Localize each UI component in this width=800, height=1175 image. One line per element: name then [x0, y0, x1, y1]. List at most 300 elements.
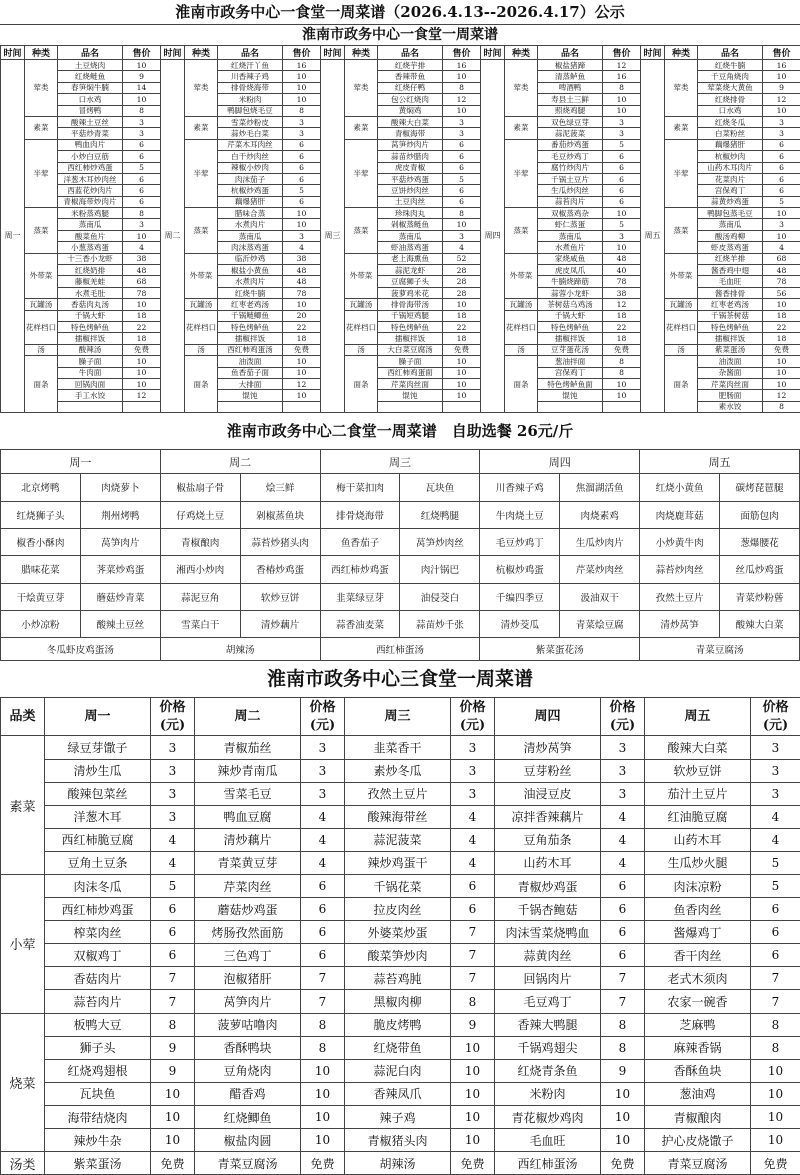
category-label: 汤: [505, 344, 538, 355]
dish-name: 红枣老鸡汤: [218, 299, 283, 310]
dish-price: 8: [123, 208, 161, 219]
dish-name: 剁椒蒸鲢鱼: [378, 219, 443, 230]
dish-price: 16: [603, 71, 641, 82]
dish-name: 千锅杏鲍菇: [495, 898, 601, 921]
dish-name: 啤酒鸭: [538, 82, 603, 93]
dish-name: 馄饨: [538, 390, 603, 401]
dish-name: 珍珠肉丸: [378, 208, 443, 219]
category-label: 外带菜: [665, 253, 698, 299]
dish-name: 黑椒肉柳: [345, 990, 451, 1013]
dish-name: 蒜苔鸡肫: [345, 967, 451, 990]
dish-price: 10: [283, 367, 321, 378]
dish-name: 红烧牛腩: [698, 60, 763, 71]
dish-price: 8: [123, 105, 161, 116]
dish-price: 免费: [451, 1152, 495, 1175]
day-header: 周二: [160, 450, 320, 474]
dish-name: 蒜泥白肉: [345, 1059, 451, 1082]
dish-name: 清炒莴笋: [640, 611, 720, 638]
dish-price: 16: [283, 60, 321, 71]
dish-name: 蒜泥豆角: [160, 583, 240, 610]
dish-name: 蒸南瓜: [218, 230, 283, 241]
category-label: 半荤: [25, 139, 58, 207]
dish-name: 辣子鸡: [345, 1105, 451, 1128]
dish-name: 青椒炒鸡蛋: [495, 875, 601, 898]
table-row: [1, 898, 800, 921]
dish-price: 10: [603, 378, 641, 389]
dish-name: 家烧咸鱼: [538, 253, 603, 264]
dish-name: 香椿炒鸡蛋: [240, 556, 320, 583]
soup-name: 西红柿蛋汤: [320, 638, 480, 661]
table-row: [1, 759, 800, 782]
column-header: 售价: [443, 46, 481, 60]
dish-price: 6: [763, 151, 800, 162]
dish-price: 10: [443, 71, 481, 82]
dish-name: 茄汁土豆片: [645, 782, 751, 805]
dish-name: 平菇炒鸡蛋: [378, 173, 443, 184]
category-label: 蒸菜: [505, 208, 538, 254]
dish-price: 3: [603, 116, 641, 127]
dish-price: 10: [123, 94, 161, 105]
dish-name: 豆饼炒肉丝: [378, 185, 443, 196]
dish-price: 40: [603, 265, 641, 276]
dish-price: 4: [451, 805, 495, 828]
category-label: 半荤: [665, 139, 698, 207]
dish-name: 红烧汗丫鱼: [218, 60, 283, 71]
dish-name: 水煮毛肚: [58, 287, 123, 298]
dish-name: 杭椒炒鸡蛋: [480, 556, 560, 583]
dish-price: 3: [151, 782, 195, 805]
dish-name: 排骨烧海带: [218, 82, 283, 93]
category-label: 外带菜: [25, 253, 58, 299]
soup-name: 紫菜蛋花汤: [480, 638, 640, 661]
dish-name: 大白菜豆腐汤: [378, 344, 443, 355]
dish-price: 8: [301, 1013, 345, 1036]
dish-name: 茶树菇乌鸡汤: [538, 299, 603, 310]
dish-price: 10: [123, 230, 161, 241]
dish-price: 10: [603, 208, 641, 219]
column-header: 品名: [58, 46, 123, 60]
dish-name: 春笋焖牛腩: [58, 82, 123, 93]
dish-price: 12: [443, 94, 481, 105]
canteen3-menu-table: [0, 697, 800, 1175]
dish-name: [58, 401, 123, 412]
dish-name: 西红柿炒鸡蛋: [45, 898, 151, 921]
dish-price: 6: [283, 139, 321, 150]
dish-name: 蒜黄炒鸡蛋: [698, 196, 763, 207]
column-header: 周三: [345, 698, 451, 736]
dish-name: 蒜泥菠菜: [538, 128, 603, 139]
dish-name: 擂椒拌饭: [58, 333, 123, 344]
dish-price: 3: [301, 782, 345, 805]
dish-name: 鸭血肉片: [58, 139, 123, 150]
dish-name: 小葱蒸鸡蛋: [58, 242, 123, 253]
dish-price: 10: [301, 1129, 345, 1152]
category-label: 汤类: [1, 1152, 45, 1175]
dish-price: 5: [751, 851, 800, 874]
dish-price: 22: [603, 321, 641, 332]
dish-price: 10: [603, 94, 641, 105]
dish-name: 狮子头: [45, 1036, 151, 1059]
dish-name: 雪菜炒粉皮: [218, 116, 283, 127]
dish-name: 葱爆腰花: [720, 528, 800, 555]
dish-name: 青椒酿肉: [160, 528, 240, 555]
dish-name: 西红柿蛋汤: [495, 1152, 601, 1175]
dish-price: 4: [151, 828, 195, 851]
dish-price: 4: [751, 828, 800, 851]
dish-name: 口水鸡: [58, 94, 123, 105]
dish-name: 千锅鲢鲫鱼: [218, 310, 283, 321]
canteen1-menu-table: [0, 45, 800, 413]
dish-name: 豆芽蛋花汤: [538, 344, 603, 355]
page-title: 淮南市政务中心一食堂一周菜谱（2026.4.13--2026.4.17）公示: [0, 0, 800, 24]
dish-name: 蒜炒毛白菜: [218, 128, 283, 139]
table-row: [1, 208, 800, 219]
table-row: [1, 1105, 800, 1128]
dish-price: 3: [751, 736, 800, 759]
dish-name: 青花椒炒鸡肉: [495, 1105, 601, 1128]
dish-name: 洋葱木耳炒肉丝: [58, 173, 123, 184]
dish-price: 18: [283, 333, 321, 344]
column-header: 周二: [195, 698, 301, 736]
dish-name: 白干炒肉丝: [218, 151, 283, 162]
dish-price: [283, 401, 321, 412]
dish-price: 6: [601, 898, 645, 921]
column-header: 种类: [185, 46, 218, 60]
dish-price: 6: [123, 151, 161, 162]
dish-name: 孜然土豆片: [345, 782, 451, 805]
category-label: 花样档口: [185, 310, 218, 344]
dish-name: 蒸南瓜: [378, 230, 443, 241]
dish-price: 4: [151, 851, 195, 874]
dish-name: 虾皮蒸鸡蛋: [698, 242, 763, 253]
dish-price: 8: [283, 105, 321, 116]
dish-name: 土豆烧肉: [58, 60, 123, 71]
dish-price: 3: [151, 736, 195, 759]
column-header: 品名: [218, 46, 283, 60]
dish-name: 蒜苔炒猪头肉: [240, 528, 320, 555]
dish-name: 芹菜炒肉丝: [560, 556, 640, 583]
dish-price: 3: [751, 782, 800, 805]
dish-price: 6: [123, 139, 161, 150]
dish-name: 清蒸鲈鱼: [538, 71, 603, 82]
dish-price: 7: [301, 967, 345, 990]
dish-name: 千锅花菜: [345, 875, 451, 898]
dish-name: 毛血旺: [698, 276, 763, 287]
dish-name: 烩三鲜: [240, 474, 320, 501]
dish-name: 洋葱木耳: [45, 805, 151, 828]
dish-price: 4: [451, 828, 495, 851]
dish-name: 红烧小黄鱼: [640, 474, 720, 501]
category-label: 瓦罐汤: [25, 299, 58, 310]
category-label: 汤: [665, 344, 698, 355]
dish-price: 6: [301, 875, 345, 898]
category-label: 荤类: [505, 60, 538, 117]
dish-price: 3: [443, 230, 481, 241]
dish-price: 5: [763, 196, 800, 207]
dish-name: 干烩黄豆芽: [1, 583, 81, 610]
table-row: [1, 1082, 800, 1105]
table-row: [1, 556, 800, 583]
category-label: 素菜: [1, 736, 45, 875]
dish-price: 10: [601, 1129, 645, 1152]
dish-name: 瓦块鱼: [400, 474, 480, 501]
dish-price: 6: [301, 921, 345, 944]
dish-price: 7: [601, 967, 645, 990]
dish-name: 西蓝花炒肉片: [58, 185, 123, 196]
table-row: [1, 967, 800, 990]
dish-name: 白菜粉丝: [698, 128, 763, 139]
dish-name: 芹菜肉丝面: [698, 378, 763, 389]
canteen2-title: 淮南市政务中心二食堂一周菜谱 自助选餐 26元/斤: [0, 413, 800, 449]
dish-name: 西红柿炒鸡蛋: [58, 162, 123, 173]
dish-price: 10: [283, 356, 321, 367]
dish-name: 蒸南瓜: [698, 219, 763, 230]
dish-name: 丝瓜炒鸡蛋: [720, 556, 800, 583]
category-label: 荤类: [665, 60, 698, 117]
dish-price: 10: [601, 1082, 645, 1105]
dish-price: 10: [283, 208, 321, 219]
dish-price: 8: [751, 1036, 800, 1059]
dish-price: 48: [283, 276, 321, 287]
dish-price: 18: [603, 310, 641, 321]
dish-name: 老上海熏鱼: [378, 253, 443, 264]
dish-price: 4: [283, 242, 321, 253]
dish-name: 韭菜香干: [345, 736, 451, 759]
category-label: 面条: [25, 356, 58, 413]
dish-price: 38: [123, 253, 161, 264]
dish-name: 生瓜炒肉丝: [538, 185, 603, 196]
dish-name: 芝麻鸭: [645, 1013, 751, 1036]
dish-name: 蒜苗炒腊肉: [378, 151, 443, 162]
column-header: 种类: [665, 46, 698, 60]
dish-price: 4: [601, 851, 645, 874]
dish-price: 6: [763, 139, 800, 150]
dish-name: 青菜炒粉蒈: [720, 583, 800, 610]
dish-name: 清炒莴笋: [495, 736, 601, 759]
dish-price: 4: [451, 851, 495, 874]
dish-price: 28: [443, 287, 481, 298]
dish-name: 青菜豆腐汤: [195, 1152, 301, 1175]
dish-price: 6: [443, 196, 481, 207]
dish-name: 青菜豆腐汤: [645, 1152, 751, 1175]
category-label: 小荤: [1, 875, 45, 1014]
dish-name: 擂椒拌饭: [538, 333, 603, 344]
dish-name: 辣炒牛杂: [45, 1129, 151, 1152]
dish-price: 免费: [443, 344, 481, 355]
column-header: 种类: [505, 46, 538, 60]
category-label: 瓦罐汤: [665, 299, 698, 310]
dish-name: 泡椒猪肝: [195, 967, 301, 990]
price-header: 价格(元): [151, 698, 195, 736]
dish-name: 回锅肉面: [58, 378, 123, 389]
dish-price: 3: [151, 759, 195, 782]
dish-price: 8: [601, 1036, 645, 1059]
dish-price: 6: [751, 898, 800, 921]
dish-price: 22: [763, 321, 800, 332]
dish-name: 椒盐猪蹄: [538, 60, 603, 71]
dish-price: 12: [603, 299, 641, 310]
category-label: 半荤: [185, 139, 218, 207]
dish-price: 3: [751, 759, 800, 782]
dish-name: 西红柿炒鸡蛋: [320, 556, 400, 583]
dish-price: 6: [283, 173, 321, 184]
dish-price: 3: [451, 759, 495, 782]
dish-name: 辣炒鸡蛋干: [345, 851, 451, 874]
dish-price: 8: [603, 82, 641, 93]
dish-price: 4: [601, 805, 645, 828]
dish-price: 9: [601, 1059, 645, 1082]
category-label: 素菜: [345, 116, 378, 139]
dish-name: 山药木耳肉片: [698, 162, 763, 173]
dish-name: 莴笋肉片: [195, 990, 301, 1013]
dish-name: 荆州烤鸭: [80, 501, 160, 528]
dish-price: 3: [601, 782, 645, 805]
table-row: [1, 782, 800, 805]
dish-name: 酸辣土豆丝: [80, 611, 160, 638]
dish-price: 10: [443, 219, 481, 230]
category-label: 花样档口: [665, 310, 698, 344]
dish-name: 双椒蒸鸡杂: [538, 208, 603, 219]
category-label: 半荤: [505, 139, 538, 207]
table-row: [1, 990, 800, 1013]
dish-name: [378, 401, 443, 412]
price-header: 价格(元): [301, 698, 345, 736]
dish-price: 7: [751, 967, 800, 990]
dish-name: 芹菜木耳肉丝: [218, 139, 283, 150]
dish-price: 18: [123, 333, 161, 344]
dish-name: 鸭血豆腐: [195, 805, 301, 828]
dish-price: 7: [151, 990, 195, 1013]
dish-name: [538, 401, 603, 412]
dish-price: 6: [603, 151, 641, 162]
dish-name: 馄饨: [378, 390, 443, 401]
table-row: [1, 611, 800, 638]
table-row: [1, 1059, 800, 1082]
dish-price: 6: [451, 875, 495, 898]
dish-price: 7: [751, 990, 800, 1013]
day-label: 周五: [641, 60, 665, 413]
dish-name: 酸辣海带丝: [345, 805, 451, 828]
dish-price: 8: [601, 1013, 645, 1036]
table-row: [1, 1013, 800, 1036]
dish-price: 5: [751, 875, 800, 898]
dish-name: 软炒豆饼: [240, 583, 320, 610]
dish-price: 4: [443, 242, 481, 253]
dish-name: 肉沫蒸鸡蛋: [218, 242, 283, 253]
dish-price: 6: [443, 151, 481, 162]
price-header: 价格(元): [751, 698, 800, 736]
dish-price: 10: [601, 1105, 645, 1128]
dish-name: 包公红烧肉: [378, 94, 443, 105]
dish-price: 6: [451, 898, 495, 921]
dish-name: 莴笋肉片: [80, 528, 160, 555]
dish-name: 虾油蒸鸡蛋: [378, 242, 443, 253]
category-label: 素菜: [25, 116, 58, 139]
dish-name: 外婆菜炒蛋: [345, 921, 451, 944]
dish-price: 22: [123, 321, 161, 332]
dish-name: 红烧带鱼: [345, 1036, 451, 1059]
dish-price: 3: [443, 128, 481, 139]
dish-price: 6: [151, 898, 195, 921]
dish-price: 7: [451, 944, 495, 967]
dish-price: 6: [601, 875, 645, 898]
dish-price: 10: [151, 1129, 195, 1152]
dish-name: 小炒凉粉: [1, 611, 81, 638]
dish-price: 3: [603, 128, 641, 139]
dish-price: 6: [123, 173, 161, 184]
dish-price: 10: [751, 1059, 800, 1082]
dish-price: 10: [603, 390, 641, 401]
dish-name: 川香辣子鸡: [480, 474, 560, 501]
dish-name: 手工水饺: [58, 390, 123, 401]
dish-name: 杂酱面: [698, 367, 763, 378]
dish-price: 10: [443, 105, 481, 116]
dish-price: 3: [601, 759, 645, 782]
dish-name: 鸭脚包烧毛豆: [218, 105, 283, 116]
category-label: 花样档口: [25, 310, 58, 344]
dish-price: 5: [283, 185, 321, 196]
dish-name: 红烧青条鱼: [495, 1059, 601, 1082]
dish-name: 擂椒拌饭: [698, 333, 763, 344]
table-row: [1, 736, 800, 759]
dish-price: 3: [283, 230, 321, 241]
dish-price: 免费: [601, 1152, 645, 1175]
soup-name: 胡辣汤: [160, 638, 320, 661]
dish-name: 葱油拌面: [538, 356, 603, 367]
dish-name: 蒜苔肉片: [538, 196, 603, 207]
dish-name: 酸辣土豆丝: [58, 116, 123, 127]
dish-price: 免费: [751, 1152, 800, 1175]
dish-price: 18: [603, 333, 641, 344]
dish-name: 毛血旺: [495, 1129, 601, 1152]
dish-name: 虎皮青椒: [378, 162, 443, 173]
column-header: 时间: [321, 46, 345, 60]
dish-price: 3: [151, 805, 195, 828]
dish-name: 生瓜炒火腿: [645, 851, 751, 874]
dish-name: 孜然土豆片: [640, 583, 720, 610]
dish-price: 3: [451, 782, 495, 805]
dish-price: 68: [123, 276, 161, 287]
table-row: [1, 474, 800, 501]
dish-price: 18: [763, 310, 800, 321]
day-label: 周二: [161, 60, 185, 413]
dish-name: 酸辣大白菜: [645, 736, 751, 759]
dish-name: 红烧鲢鱼: [58, 71, 123, 82]
dish-name: 大排面: [218, 378, 283, 389]
category-label: 荤类: [345, 60, 378, 117]
dish-price: 3: [301, 759, 345, 782]
dish-price: 7: [601, 990, 645, 1013]
dish-name: 蒸南瓜: [58, 219, 123, 230]
dish-price: 10: [751, 1105, 800, 1128]
dish-price: 8: [443, 82, 481, 93]
dish-price: 3: [601, 736, 645, 759]
dish-name: 千豆角烧肉: [698, 71, 763, 82]
dish-price: 免费: [151, 1152, 195, 1175]
dish-name: 青菜烩豆腐: [560, 611, 640, 638]
dish-price: 18: [443, 310, 481, 321]
dish-price: 10: [151, 1105, 195, 1128]
dish-name: 油侵茭白: [400, 583, 480, 610]
dish-price: 3: [763, 116, 800, 127]
dish-price: 6: [443, 139, 481, 150]
category-label: 汤: [185, 344, 218, 355]
dish-price: 9: [151, 1036, 195, 1059]
dish-price: 8: [443, 208, 481, 219]
dish-name: 杭椒炒鸡蛋: [218, 185, 283, 196]
dish-name: 烤肠孜然面筋: [195, 921, 301, 944]
dish-price: 38: [603, 287, 641, 298]
